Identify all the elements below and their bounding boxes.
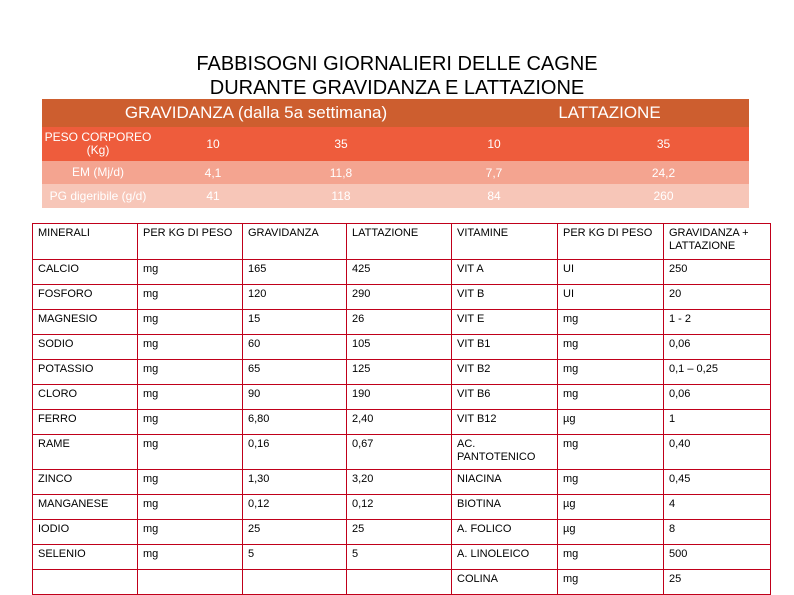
table-cell: mg <box>138 310 243 335</box>
table-cell: mg <box>558 360 664 385</box>
column-header: PER KG DI PESO <box>558 224 664 260</box>
table-cell: mg <box>558 570 664 595</box>
table-cell: 190 <box>347 385 452 410</box>
row-label: PESO CORPOREO (Kg) <box>44 130 152 157</box>
title-line-2: DURANTE GRAVIDANZA E LATTAZIONE <box>209 77 585 99</box>
table-cell: 165 <box>243 260 347 285</box>
table-cell: MANGANESE <box>33 495 138 520</box>
table-row <box>33 285 771 310</box>
table-row <box>33 335 771 360</box>
table-cell: COLINA <box>452 570 558 595</box>
table-cell: UI <box>558 260 664 285</box>
table-header-row <box>33 224 771 260</box>
table-cell: 5 <box>347 545 452 570</box>
table-cell: 25 <box>664 570 771 595</box>
table-cell: CLORO <box>33 385 138 410</box>
table-row <box>33 570 771 595</box>
table-cell: 250 <box>664 260 771 285</box>
requirements-table <box>42 99 749 208</box>
table-cell: 0,67 <box>347 435 452 470</box>
table-cell: 125 <box>347 360 452 385</box>
table-cell: 0,16 <box>243 435 347 470</box>
table-cell: mg <box>138 260 243 285</box>
cell-value: 4,1 <box>204 165 222 180</box>
table-cell: 6,80 <box>243 410 347 435</box>
table-cell: mg <box>138 285 243 310</box>
table-cell: MAGNESIO <box>33 310 138 335</box>
cell-value: 260 <box>653 189 674 203</box>
table-row <box>33 410 771 435</box>
table-cell: mg <box>558 385 664 410</box>
table-row <box>33 545 771 570</box>
table-row <box>33 520 771 545</box>
cell-value: 35 <box>656 137 671 151</box>
table-cell: VIT E <box>452 310 558 335</box>
table-cell: 105 <box>347 335 452 360</box>
table-cell: 60 <box>243 335 347 360</box>
table-cell: SELENIO <box>33 545 138 570</box>
title-line-1: FABBISOGNI GIORNALIERI DELLE CAGNE <box>196 53 598 75</box>
row-em <box>42 161 749 184</box>
table-row <box>33 435 771 470</box>
row-pg-digeribile <box>42 184 749 208</box>
table-cell <box>243 570 347 595</box>
column-header: GRAVIDANZA + LATTAZIONE <box>664 224 771 260</box>
column-header: MINERALI <box>33 224 138 260</box>
table-cell: 1 <box>664 410 771 435</box>
table-cell: mg <box>558 545 664 570</box>
table-cell: mg <box>138 360 243 385</box>
table-cell: ZINCO <box>33 470 138 495</box>
table-cell: mg <box>138 495 243 520</box>
column-header: VITAMINE <box>452 224 558 260</box>
table-cell: µg <box>558 495 664 520</box>
minerals-vitamins-table <box>32 223 771 595</box>
table-cell: 26 <box>347 310 452 335</box>
header-gravidanza: GRAVIDANZA (dalla 5a settimana) <box>124 103 388 122</box>
table-cell: 0,1 – 0,25 <box>664 360 771 385</box>
table-row <box>33 360 771 385</box>
table-cell: mg <box>138 545 243 570</box>
table-cell: mg <box>138 520 243 545</box>
table-cell: RAME <box>33 435 138 470</box>
table-cell: 290 <box>347 285 452 310</box>
table-row <box>33 495 771 520</box>
table-cell: 0,06 <box>664 335 771 360</box>
table-cell: 8 <box>664 520 771 545</box>
table-cell: 0,45 <box>664 470 771 495</box>
table-row <box>33 385 771 410</box>
cell-value: 10 <box>206 137 220 151</box>
table-cell: 500 <box>664 545 771 570</box>
table-cell: mg <box>138 435 243 470</box>
table-cell: VIT A <box>452 260 558 285</box>
table-cell: FERRO <box>33 410 138 435</box>
table-cell: 1,30 <box>243 470 347 495</box>
table-row <box>33 260 771 285</box>
table-cell: VIT B12 <box>452 410 558 435</box>
table-cell: 425 <box>347 260 452 285</box>
table-cell: 120 <box>243 285 347 310</box>
table-cell: VIT B6 <box>452 385 558 410</box>
table-cell: 0,06 <box>664 385 771 410</box>
table-cell: µg <box>558 520 664 545</box>
requirements-header <box>42 99 749 127</box>
table-cell: 15 <box>243 310 347 335</box>
table-cell: mg <box>138 410 243 435</box>
table-cell: mg <box>138 335 243 360</box>
table-cell: 0,40 <box>664 435 771 470</box>
cell-value: 41 <box>206 189 220 203</box>
table-cell: 0,12 <box>347 495 452 520</box>
table-cell: POTASSIO <box>33 360 138 385</box>
table-cell <box>347 570 452 595</box>
table-row <box>33 470 771 495</box>
table-cell: 25 <box>243 520 347 545</box>
table-cell: 3,20 <box>347 470 452 495</box>
cell-value: 24,2 <box>651 165 676 180</box>
table-cell: 25 <box>347 520 452 545</box>
table-cell <box>33 570 138 595</box>
table-cell: UI <box>558 285 664 310</box>
table-cell: VIT B1 <box>452 335 558 360</box>
table-cell: CALCIO <box>33 260 138 285</box>
cell-value: 11,8 <box>329 165 353 180</box>
column-header: LATTAZIONE <box>347 224 452 260</box>
table-cell: AC. PANTOTENICO <box>452 435 558 470</box>
cell-value: 35 <box>334 137 348 151</box>
table-cell: 0,12 <box>243 495 347 520</box>
table-cell: VIT B <box>452 285 558 310</box>
row-label: EM (Mj/d) <box>72 165 124 179</box>
table-cell: A. FOLICO <box>452 520 558 545</box>
table-cell: 90 <box>243 385 347 410</box>
table-cell: IODIO <box>33 520 138 545</box>
cell-value: 84 <box>487 189 501 203</box>
table-cell: µg <box>558 410 664 435</box>
header-lattazione: LATTAZIONE <box>558 103 661 122</box>
table-cell: mg <box>138 470 243 495</box>
table-cell: mg <box>558 470 664 495</box>
table-cell: mg <box>138 385 243 410</box>
table-cell: A. LINOLEICO <box>452 545 558 570</box>
column-header: PER KG DI PESO <box>138 224 243 260</box>
table-cell: 2,40 <box>347 410 452 435</box>
cell-value: 7,7 <box>485 165 503 180</box>
row-peso-corporeo <box>42 127 749 161</box>
table-cell: FOSFORO <box>33 285 138 310</box>
table-row <box>33 310 771 335</box>
table-cell: 20 <box>664 285 771 310</box>
table-cell: NIACINA <box>452 470 558 495</box>
row-label: PG digeribile (g/d) <box>49 188 147 203</box>
table-cell: mg <box>558 435 664 470</box>
cell-value: 118 <box>331 189 351 203</box>
table-cell: mg <box>558 310 664 335</box>
table-cell: VIT B2 <box>452 360 558 385</box>
table-cell: SODIO <box>33 335 138 360</box>
table-cell: 65 <box>243 360 347 385</box>
table-cell: 5 <box>243 545 347 570</box>
table-cell <box>138 570 243 595</box>
cell-value: 10 <box>487 137 501 151</box>
column-header: GRAVIDANZA <box>243 224 347 260</box>
table-cell: BIOTINA <box>452 495 558 520</box>
table-cell: mg <box>558 335 664 360</box>
table-cell: 1 - 2 <box>664 310 771 335</box>
table-cell: 4 <box>664 495 771 520</box>
